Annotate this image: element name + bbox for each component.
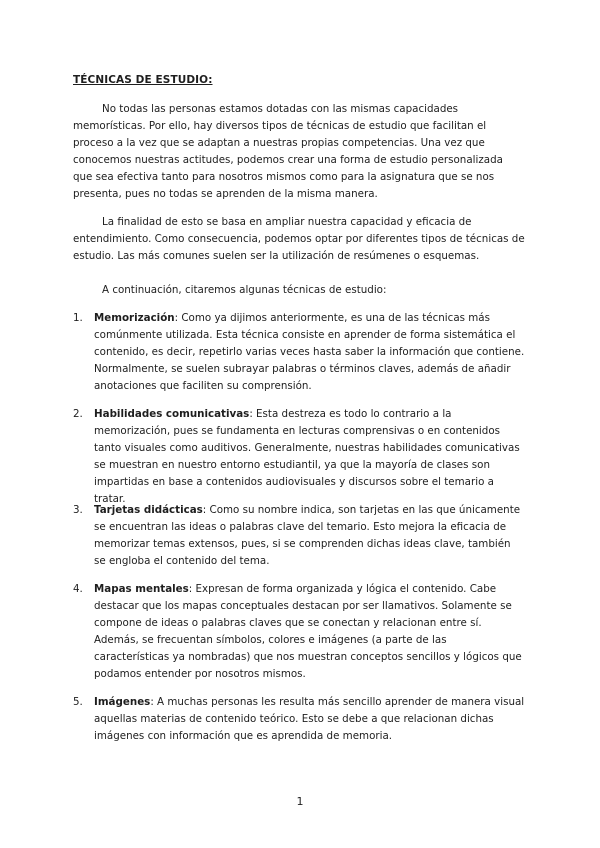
- list-item-number: 4.: [73, 583, 83, 595]
- list-item-text: : Esta destreza es todo lo contrario a la memorización, pues se fundamenta en lecturas comprensivas o en contenidos tanto visuales como auditivos. Generalmente, nuestras habilidades comunicativas se muestran en nuestro entorno estudiantil, ya que la mayoría de clases son impartidas en base a contenidos audiovisuales y discursos sobre el temario a tratar.: [94, 408, 520, 505]
- list-item-term: Habilidades comunicativas: [94, 408, 250, 420]
- list-item-text: : A muchas personas les resulta más sencillo aprender de manera visual aquellas materias de contenido teórico. Esto se debe a que relacionan dichas imágenes con información que es aprendida de memoria.: [94, 696, 525, 742]
- list-item-body: [94, 581, 525, 682]
- list-intro-paragraph: A continuación, citaremos algunas técnicas de estudio:: [102, 284, 387, 296]
- list-item-term: Imágenes: [94, 696, 151, 708]
- page-number: 1: [296, 795, 304, 808]
- list-item-text: : Como ya dijimos anteriormente, es una de las técnicas más comúnmente utilizada. Esta técnica consiste en aprender de forma sistemática el contenido, es decir, repetirlo varias veces hasta saber la información que contiene. Normalmente, se suelen subrayar palabras o términos claves, además de añadir anotaciones que faciliten su comprensión.: [94, 312, 525, 392]
- list-item-body: [94, 310, 525, 395]
- list-item-body: [94, 694, 525, 745]
- intro-paragraph: No todas las personas estamos dotadas con las mismas capacidades memorísticas. Por ello, hay diversos tipos de técnicas de estudio que facilitan el proceso a la vez que se adaptan a nuestras propias competencias. Una vez que conocemos nuestras actitudes, podemos crear una forma de estudio personalizada que sea efectiva tanto para nosotros mismos como para la asignatura que se nos presenta, pues no todas se aprenden de la misma manera.: [73, 103, 503, 200]
- list-item-text: : Como su nombre indica, son tarjetas en las que únicamente se encuentran las ideas o palabras clave del temario. Esto mejora la eficacia de memorizar temas extensos, pues, si se comprenden dichas ideas clave, también se engloba el contenido del tema.: [94, 504, 521, 567]
- list-item-term: Memorización: [94, 312, 175, 324]
- list-item-number: 1.: [73, 312, 83, 324]
- list-item-term: Tarjetas didácticas: [94, 504, 203, 516]
- list-item-term: Mapas mentales: [94, 583, 189, 595]
- purpose-paragraph: La finalidad de esto se basa en ampliar nuestra capacidad y eficacia de entendimiento. Como consecuencia, podemos optar por diferentes tipos de técnicas de estudio. Las más comunes suelen ser la utilización de resúmenes o esquemas.: [73, 216, 525, 262]
- document-title: TÉCNICAS DE ESTUDIO:: [73, 74, 213, 86]
- list-item-body: [94, 406, 525, 507]
- list-item-text: : Expresan de forma organizada y lógica el contenido. Cabe destacar que los mapas conceptuales destacan por ser llamativos. Solamente se compone de ideas o palabras claves que se conectan y relacionan entre sí. Además, se frecuentan símbolos, colores e imágenes (a parte de las características ya nombradas) que nos muestran conceptos sencillos y lógicos que podamos entender por nosotros mismos.: [94, 583, 522, 680]
- list-item-number: 5.: [73, 696, 83, 708]
- list-item-body: [94, 502, 525, 570]
- list-item-number: 3.: [73, 504, 83, 516]
- list-item-number: 2.: [73, 408, 83, 420]
